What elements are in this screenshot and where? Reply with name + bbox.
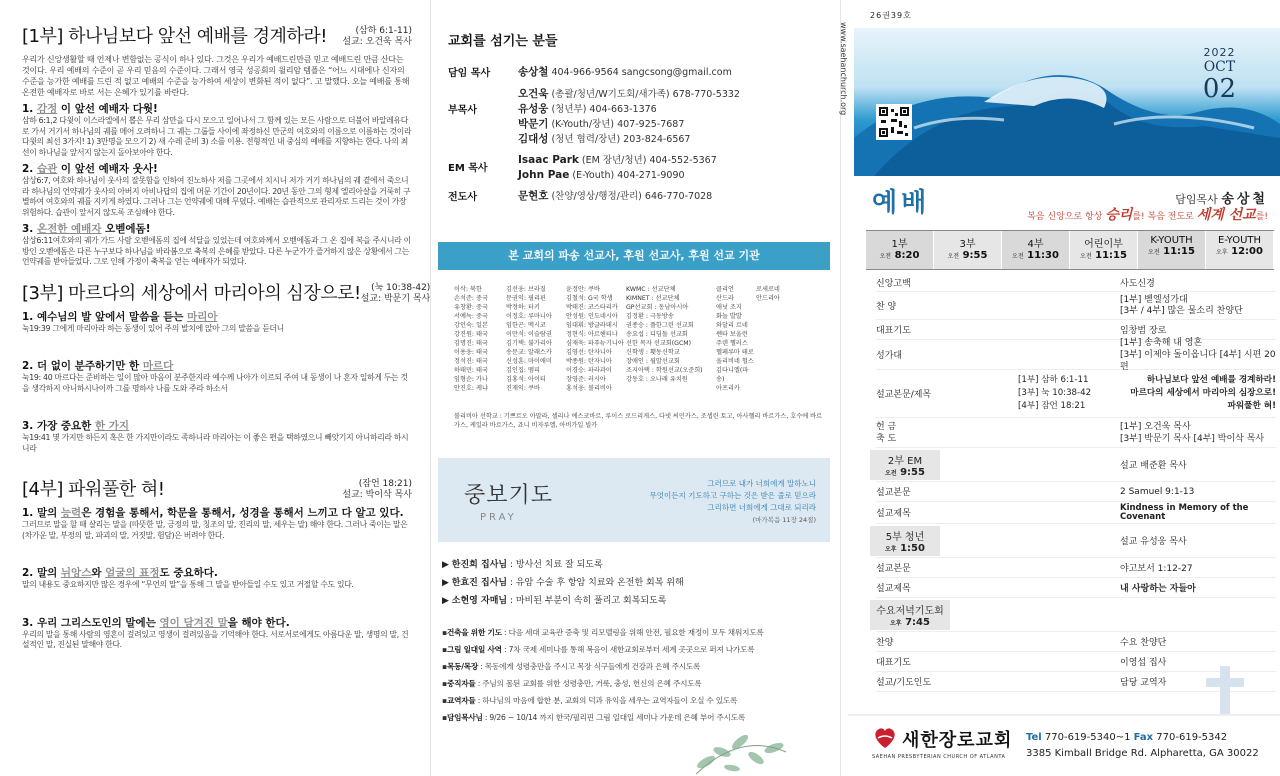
service-time-cell: 어린이부 오전 11:15: [1070, 231, 1138, 269]
church-address: 3385 Kimball Bridge Rd. Alpharetta, GA 30022: [1026, 748, 1259, 759]
missionary-item: 김철석: G국 학생: [566, 295, 613, 302]
staff-entry: 문현호 (찬양/영상/행정/관리) 646-770-7028: [518, 190, 713, 202]
missionary-item: 김명진: 태국: [454, 340, 488, 347]
service-time-cell: 3부 오전 9:55: [934, 231, 1002, 269]
church-logo-icon: [872, 726, 898, 750]
sermon-1-intro: 우리가 신앙생활할 때 언제나 변함없는 공식이 하나 있다. 그것은 우리가 예배드린만큼 믿고 예배드린 만큼 산다는 것이다. 우리 예배의 수준이 곧 우리 믿음의 수준이다. 그래서 영국 성공회의 윌리암 템플은 “어느 시대에나 신자의 수준을 능가한 예배를 드린 적 없고 예배의 수준을 능가하여 세상이 변화된 적이 없다”. 고 말했다. 오늘 예배를 통해 온전한 예배자로 바로 서는 은혜가 있기를 바란다.: [22, 55, 410, 97]
prayer-topic-item: ▪그림 일대일 사역 : 7차 국제 세미나를 통해 복음이 새한교회로부터 세계 곳곳으로 퍼져 나가도록: [442, 645, 755, 654]
missionary-item: 송요섭 : 디딤돌 선교회: [626, 331, 688, 338]
missionary-item: 김선웅: 브라질: [506, 286, 546, 293]
sermon-4-point-3: 3. 우리 그리스도인의 말에는 영이 담겨진 말을 해야 한다.: [22, 616, 290, 629]
missionary-item: 안드리아: [756, 295, 780, 302]
order-item: 성가대 [1부] 송축해 내 영혼 [3부] 이제야 돌이옵니다 [4부] 시편 20편: [876, 337, 1276, 372]
missionary-item: 선한 목자 선교회(GCM): [626, 340, 692, 347]
prayer-topic-item: ▪중직자들 : 주님의 몸된 교회를 위한 성령충만, 거룩, 충성, 헌신의 은혜 주시도록: [442, 679, 702, 688]
missionary-item: 안진호: 케냐: [454, 385, 488, 392]
prayer-request-item: ▶ 소현영 자매님 : 마비된 부분이 속히 풀리고 회복되도록: [442, 596, 667, 606]
missionary-item: 산드라: [716, 295, 734, 302]
sermon-summary-panel: [0, 0, 431, 776]
young-adult-service-row: 5부 청년 오후 1:50 설교 유성웅 목사: [876, 524, 1276, 558]
missionary-item: 김홍석: 아이티: [506, 376, 546, 383]
sermon-3-title: [3부] 마르다의 세상에서 마리아의 심장으로!: [22, 282, 361, 304]
sermon-1-point-1: 1. 감정 이 앞선 예배자 다웟!: [22, 103, 158, 115]
sermon-4-point-2-body: 말의 내용도 중요하지만 많은 경우에 “무언의 말”을 통해 그 말을 받아들일 수도 있고 거절할 수도 있다.: [22, 580, 354, 589]
sermon-1-preacher: 설교: 오건욱 목사: [342, 37, 412, 47]
missionary-item: 홍석웅: 볼리비아: [566, 385, 612, 392]
bulletin-date: [1203, 46, 1236, 103]
church-footer: [848, 714, 1280, 776]
bolivia-school-list: 볼리비아 선학교 : 기쁘르오 아말라, 셀리나 에스코바르, 루이스 로드리게스, 다넷 씨민카스, 조셉린 토고, 아사헬리 바르가스, 호수에 바르가스, 케일라 바르가스, 죠니 비자루엘, 아비가일 빌카: [454, 413, 823, 429]
sermon-3-point-3-body: 눅19:41 몇 가지만 하든지 혹은 한 가지만이라도 족하니라 마리아는 이 좋은 편을 택하였으니 빼앗기지 아니하리라 하시니라: [22, 433, 409, 453]
sermon-3-point-2-body: 눅19: 40 마르다는 준비하는 일이 많아 마음이 분주한지라 예수께 나아가 이르되 주여 내 동생이 나 혼자 일하게 두는 것을 생각하지 아니하시나이까 그를 명하사 나를 도와 주라 하소서: [22, 373, 408, 393]
missionary-column: [756, 285, 796, 393]
sermon-4-point-3-body: 우리의 말을 통해 사람의 영혼이 걸려있고 영생이 걸려있음을 기억해야 한다. 서로서로에게도 아름다운 말, 생명의 말, 건설적인 말, 진실된 말해야 한다.: [22, 629, 409, 649]
missionary-item: 올리비네 헐스: [716, 358, 754, 365]
order-item: 대표기도 이영섭 집사: [876, 652, 1276, 672]
prayer-topic-item: ▪담임목사님 : 9/26 ~ 10/14 까지 한국/필리핀 그림 일대일 세미나 가운데 은혜 부어 주시도록: [442, 713, 745, 722]
prayer-subtitle: PRAY: [480, 512, 517, 523]
missionary-item: 로세로네: [756, 286, 780, 293]
missionary-item: KWMC : 선교단체: [626, 286, 676, 293]
sermon-4-header: [22, 475, 412, 501]
missionary-column: [716, 285, 756, 393]
worship-order-panel: [839, 0, 1280, 776]
order-item: 설교본문 야고보서 1:12-27: [876, 558, 1276, 578]
sermon-3-point-1-body: 눅19:39 그에게 마리아라 하는 동생이 있어 주의 발치에 앉아 그의 말씀을 듣더니: [22, 323, 284, 333]
missionary-item: 이정호: 루마니아: [506, 313, 552, 320]
sermon-1-point-1-body: 삼하 6:1,2 다윗이 이스라엘에서 뽑은 무리 삼만을 다시 모으고 일어나서 그 함께 있는 모든 사람으로 더불어 바알레유다로 가서 거기서 하나님의 궤를 메어 오려하니 그 궤는 그룹들 사이에 좌정하신 만군의 여호와의 이름으로 이름하는 것이라 다윗의 최선 3가지! 1) 3만명을 모으기 2) 새 수레 준비 3) 소를 이용. 전형적인 내 중심의 예배를 지향하는 한다. 나의 최선이 하나님을 앞서지 않는지 돌아보아야 한다.: [22, 116, 412, 157]
church-motto: 복음 신앙으로 항상 승리를! 복음 전도로 세계 선교를!: [1027, 207, 1268, 223]
missionary-item: 김정환 : 극동방송: [626, 313, 674, 320]
missionary-item: 서예녹: 중국: [454, 313, 488, 320]
sermon-4-point-2: 2. 말의 뉘앙스와 얼굴의 표정도 중요하다.: [22, 567, 218, 579]
service-times-table: [866, 230, 1274, 270]
missionary-list: [454, 285, 824, 393]
sermon-4-ref: (잠언 18:21): [358, 479, 412, 489]
sermon-3-point-2: 2. 더 없이 분주하기만 한 마르다: [22, 360, 174, 372]
missionary-item: 이삭: 북한: [454, 286, 482, 293]
missionary-item: 헬페루마 테로: [716, 349, 754, 356]
missionary-item: 유창환: 중국: [454, 304, 488, 311]
order-item: 설교/기도인도 담당 교역자: [876, 672, 1276, 692]
missionary-item: 하태민: 태국: [454, 367, 488, 374]
missionary-column: [626, 285, 716, 393]
missionary-item: 정석진: 태국: [454, 358, 488, 365]
missionary-item: 이용웅: 태국: [454, 349, 488, 356]
missionary-item: 강동호 : 오나래 유치원: [626, 376, 688, 383]
senior-pastor: 담임목사 송상철: [1175, 192, 1268, 207]
leaf-decoration-icon: [686, 722, 796, 776]
missionary-item: 임형순: 가나: [454, 376, 488, 383]
order-item: 찬양 수요 찬양단: [876, 632, 1276, 652]
order-item: 신앙고백 사도신경: [876, 274, 1276, 292]
sermon-1-point-3: 3. 온전한 예배자 오벧에돔!: [22, 223, 151, 235]
staff-entry: 오건욱 (총괄/청년/W기도회/새가족) 678-770-5332: [518, 88, 740, 100]
missionary-item: 임한곤: 멕시코: [506, 322, 546, 329]
prayer-topics: [442, 624, 830, 726]
staff-section-title: 교회를 섬기는 분들: [448, 34, 558, 49]
website-url: www.saehanchurch.org: [839, 22, 848, 116]
missionary-item: 강진원: 태국: [454, 331, 488, 338]
missionary-item: 김기택: 불가리아: [506, 340, 552, 347]
missionary-item: 쎈타 보울런: [716, 331, 748, 338]
date-year: 2022: [1203, 46, 1236, 59]
service-time-cell: 1부 오전 8:20: [866, 231, 934, 269]
church-info-panel: [432, 0, 836, 776]
missionary-item: 이만석: 이슬람권: [506, 331, 552, 338]
sermon-1-point-2: 2. 습관 이 앞선 예배자 웃사!: [22, 163, 158, 175]
sermon-4-point-1-body: 그러므로 말을 할 때 살리는 말을 (따뜻한 말, 긍정의 말, 칭조의 말, 진리의 말, 세우는 말) 해야 한다. 그러나 죽이는 말은 (차가운 말, 부정의 말, 파괴의 말, 거짓말, 험담)은 버려야 한다.: [22, 520, 408, 540]
em-service-row: 2부 EM 오전 9:55 설교 배준환 목사: [876, 448, 1276, 482]
sermon-4-title: [4부] 파워풀한 혀!: [22, 479, 165, 500]
missionary-item: 조지아택 : 학원선교(오준희): [626, 367, 703, 374]
service-time-cell: E-YOUTH 오후 12:00: [1206, 231, 1274, 269]
sermon-3-header: [22, 279, 431, 305]
sermon-1-point-3-body: 삼상6:11여호와의 궤가 가드 사람 오벧에돔의 집에 석달을 있었는데 여호와께서 오벧에돔과 그 온 집에 복을 주시니라 이방인 오벧에돔은 다른 누구보다 하나님을 바라봄으로 축복의 은혜를 받았다. 다른 누군가가 즐거하지 않은 상황에서 그는 언약궤를 받아들었다. 그로 인해 가정이 축복을 얻는 예배자가 되었다.: [22, 236, 411, 266]
missionary-item: 박종원: 탄자니아: [566, 358, 612, 365]
missionary-item: 박태진: 코스타리카: [566, 304, 618, 311]
missionary-item: 문권익: 필리핀: [506, 295, 546, 302]
staff-entry: 박문기 (K-Youth/장년) 407-925-7687: [518, 118, 685, 130]
order-item: 설교제목 내 사랑하는 자들아: [876, 578, 1276, 598]
qr-code-icon[interactable]: [876, 104, 912, 140]
missionary-item: 임대휘: 방글라데시: [566, 322, 618, 329]
missionary-column: [566, 285, 626, 393]
service-time-cell: 4부 오전 11:30: [1002, 231, 1070, 269]
missionary-item: 애넛 조지: [716, 304, 742, 311]
missionary-item: 주덴 헬러스: [716, 340, 748, 347]
staff-entry: 김대성 (청년 협력/장년) 203-824-6567: [518, 133, 691, 145]
column-divider: [430, 0, 431, 776]
staff-row-em: EM 목사 Isaac Park (EM 장년/청년) 404-552-5367 John Pae (E-Youth) 404-271-9090: [448, 153, 822, 183]
sermon-3-preacher: 설교: 박문기 목사: [360, 293, 431, 304]
sermon-1-header: [22, 22, 412, 48]
missionary-item: 장애인 : 월말선교회: [626, 358, 680, 365]
missionary-section-title: 본 교회의 파송 선교사, 후원 선교사, 후원 선교 기관: [438, 242, 830, 270]
missionary-item: 와달리 르네: [716, 322, 748, 329]
staff-entry: 유성웅 (청년부) 404-663-1376: [518, 103, 657, 115]
church-contact: [1026, 730, 1259, 762]
missionary-column: [506, 285, 566, 393]
missionary-item: 화놀 발발: [716, 313, 742, 320]
missionary-item: 김인집: 멤피: [506, 367, 540, 374]
missionary-item: 송문교: 알래스카: [506, 349, 552, 356]
worship-header: [858, 182, 1274, 226]
sermon-1-point-2-body: 삼상6:7, 여호와 하나님이 웃사의 잘못함을 인하여 진노하사 저를 그곳에서 치시니 저가 거기 하나님의 궤 곁에서 죽으니라 하나님의 언약궤가 웃사의 아버지 아비나답의 집에 머문 기간이 20년이다. 20년 동안 그의 형제 엘리아살을 거룩히 구별하여 여호와의 궤를 지키게 하였다. 그러나 그는 언약궤에 대해 무뎠다. 예배는 습관적으로 관리자로 드리는 것이 가장 위험하다. 습관이 앞서지 않도록 조심해야 한다.: [22, 176, 411, 217]
missionary-item: 김다니엘(파송): [716, 367, 749, 383]
missionary-item: 심재욱: 파푸뉴기니아: [566, 340, 624, 347]
staff-entry: 송상철 404-966-9564 sangcsong@gmail.com: [518, 66, 732, 78]
order-item: 찬 양 [1부] 벧엘성가대 [3부 / 4부] 많은 물소리 찬양단: [876, 292, 1276, 320]
prayer-topic-item: ▪교역자들 : 하나님의 마음에 합한 분, 교회의 덕과 유익을 세우는 교역자들이 오실 수 있도록: [442, 696, 738, 705]
staff-row-evangelist: 전도사 문현호 (찬양/영상/행정/관리) 646-770-7028: [448, 189, 822, 205]
missionary-item: 권종승 : 플한그린 선교회: [626, 322, 694, 329]
prayer-verse: 그러므로 내가 너희에게 말하노니 무엇이든지 기도하고 구하는 것은 받은 줄로 믿으라 그리하면 너희에게 그대로 되리라 (마가복음 11장 24절): [649, 479, 816, 524]
staff-row-associate: 부목사 오건욱 (총괄/청년/W기도회/새가족) 678-770-5332 유성웅 (청년부) 404-663-1376 박문기 (K-Youth/장년) 407-925-7687 김대성 (청년 협력/장년) 203-824-6567: [448, 87, 822, 147]
sermon-1-title: [1부] 하나님보다 앞선 예배를 경계하라!: [22, 26, 327, 47]
staff-entry: Isaac Park (EM 장년/청년) 404-552-5367: [518, 154, 717, 166]
missionary-item: 신성훈: 마이애미: [506, 358, 552, 365]
date-day: 02: [1202, 74, 1236, 104]
order-item: 설교본문/제목 [1부] 삼하 6:1-11 하나님보다 앞선 예배를 경계하라! [3부] 눅 10:38-42 마르다의 세상에서 마리아의 심장으로! [4부] 잠언 18:21 파워풀한 혀!: [876, 370, 1276, 418]
missionary-item: 아프리카: [716, 385, 740, 392]
missionary-item: 진재익: 쿠바: [506, 385, 540, 392]
prayer-request-item: ▶ 한진희 집사님 : 방사선 치료 잘 되도록: [442, 560, 603, 570]
issue-number: 26권39호: [870, 11, 912, 20]
wednesday-service-row: 수요저녁기도회 오후 7:45: [876, 598, 1276, 632]
missionary-item: 장영준: 러시아: [566, 376, 606, 383]
missionary-item: 박정하: 터키: [506, 304, 540, 311]
order-item: 대표기도 임창범 장로: [876, 320, 1276, 340]
prayer-topic-item: ▪건축을 위한 기도 : 다음 세대 교육관 증축 및 리모델링을 위해 안전, 필요한 재정이 모두 채워지도록: [442, 628, 764, 637]
prayer-topic-item: ▪목동/목장 : 목동에게 성령충만을 주시고 목장 식구들에게 건강과 은혜 주시도록: [442, 662, 701, 671]
missionary-item: 손석준: 중국: [454, 295, 488, 302]
sermon-3-ref: (눅 10:38-42): [371, 282, 431, 293]
missionary-item: 정현식: 아르헨티나: [566, 331, 618, 338]
sermon-1-ref: (삼하 6:1-11): [355, 26, 412, 36]
missionary-item: 안성원: 인도네시아: [566, 313, 618, 320]
sermon-3-point-3: 3. 가장 중요한 한 가지: [22, 420, 130, 432]
date-month: OCT: [1203, 59, 1236, 75]
order-of-worship: [876, 274, 1276, 692]
missionary-item: 김영선: 탄자니아: [566, 349, 612, 356]
prayer-request-item: ▶ 한효진 집사님 : 유암 수술 후 항암 치료와 온전한 회복 위해: [442, 578, 684, 588]
missionary-item: 강인숙: 일본: [454, 322, 488, 329]
service-time-cell: K-YOUTH 오전 11:15: [1138, 231, 1206, 269]
sermon-3-point-1: 1. 예수님의 발 앞에서 말씀을 듣는 마리아: [22, 310, 218, 323]
sermon-4-preacher: 설교: 박이삭 목사: [342, 490, 412, 500]
staff-entry: John Pae (E-Youth) 404-271-9090: [518, 169, 685, 181]
missionary-item: GP선교회 : 동남아시아: [626, 304, 689, 311]
missionary-column: [454, 285, 506, 393]
church-english-name: SAEHAN PRESBYTERIAN CHURCH OF ATLANTA: [872, 754, 1006, 760]
order-item: 헌 금 축 도 [1부] 오건욱 목사 [3부] 박문기 목사 [4부] 박이삭 목사: [876, 418, 1276, 448]
missionary-item: 신학생 : 횃동신학교: [626, 349, 680, 356]
phone-fax: Tel 770-619-5340~1 Fax 770-619-5342: [1026, 732, 1228, 743]
order-item: 설교본문 2 Samuel 9:1-13: [876, 482, 1276, 502]
sermon-4-point-1: 1. 말의 능력은 경험을 통해서, 학문을 통해서, 성경을 통해서 느끼고 다 알고 있다.: [22, 507, 404, 519]
prayer-title: 중보기도: [464, 483, 554, 508]
missionary-item: 이경승: 파라과이: [566, 367, 612, 374]
staff-row-senior: 담임 목사 송상철 404-966-9564 sangcsong@gmail.com: [448, 65, 822, 81]
prayer-requests: [442, 556, 822, 610]
cross-icon: [1200, 664, 1250, 716]
worship-title: 예배: [872, 188, 931, 218]
missionary-item: KIMNET : 선교단체: [626, 295, 680, 302]
church-name: 새한장로교회: [902, 730, 1013, 751]
order-item: 설교제목 Kindness in Memory of the Covenant: [876, 502, 1276, 524]
missionary-item: 클리언: [716, 286, 734, 293]
missionary-item: 윤정안: 쿠바: [566, 286, 600, 293]
prayer-banner: [438, 458, 830, 542]
